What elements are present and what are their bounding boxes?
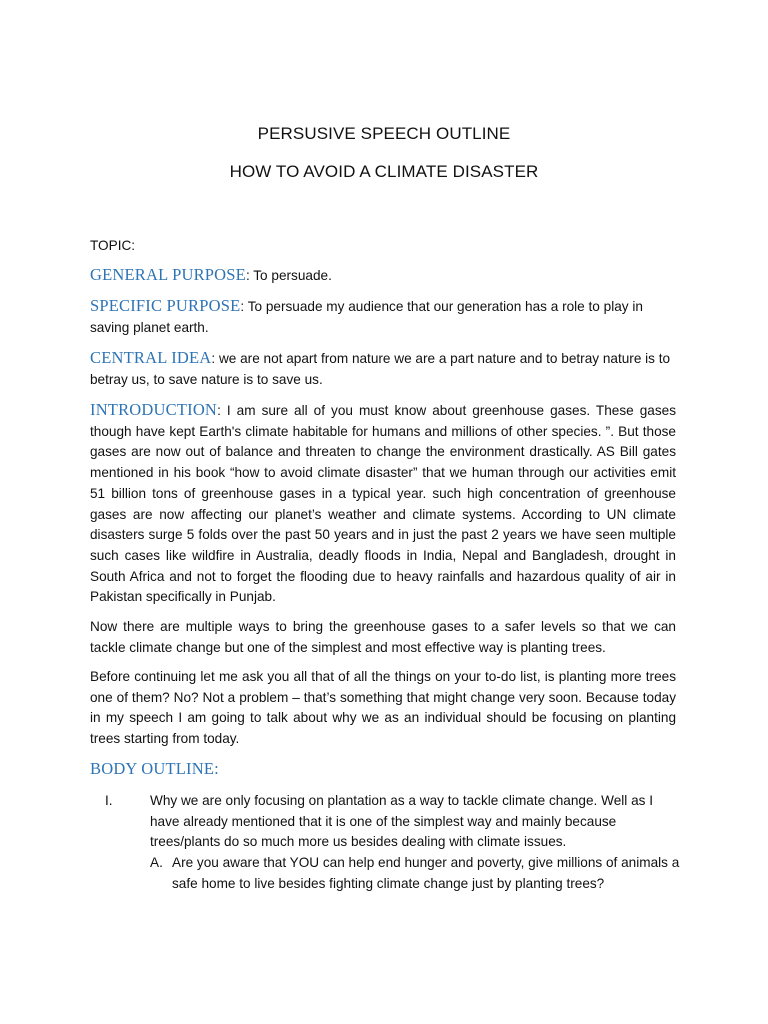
central-idea-colon: : (211, 351, 216, 366)
list-item (90, 791, 680, 895)
general-purpose-text: To persuade. (249, 268, 332, 283)
introduction-section (90, 400, 676, 608)
list-item-text: Why we are only focusing on plantation as a way to tackle climate change. Well as I have already mentioned that it is one of the simplest way and mainly because trees/plants do so much more us besides dealing with climate issues. (150, 793, 653, 850)
sub-list-item (150, 853, 680, 894)
body-outline-heading: BODY OUTLINE (90, 759, 215, 778)
introduction-heading: INTRODUCTION (90, 400, 218, 419)
specific-purpose-colon: : (240, 299, 245, 314)
general-purpose-colon: : (245, 268, 250, 283)
list-marker-alpha: A. (150, 855, 163, 871)
central-idea-text: we are not apart from nature we are a part nature and to betray nature is to betray us, to save nature is to save us. (90, 351, 671, 387)
central-idea-section (90, 348, 676, 390)
body-outline-list (90, 791, 680, 895)
specific-purpose-text: To persuade my audience that our generation has a role to play in saving planet earth. (90, 299, 643, 335)
specific-purpose-section (90, 296, 676, 338)
introduction-colon: : (217, 403, 221, 418)
general-purpose-section (90, 265, 676, 287)
paragraph-todo-list: Before continuing let me ask you all that of all the things on your to-do list, is planting more trees one of them? No? Not a problem – that’s something that might change very soon. Because today in my speech I am going to talk about why we as an individual should be focusing on planting trees starting from today. (90, 669, 676, 747)
paragraph-planting-trees: Now there are multiple ways to bring the greenhouse gases to a safer levels so that we can tackle climate change but one of the simplest and most effective way is planting trees. (90, 619, 676, 655)
sub-list-item-text: Are you aware that YOU can help end hunger and poverty, give millions of animals a safe home to live besides fighting climate change just by planting trees? (172, 855, 680, 891)
body-outline-section (90, 759, 676, 781)
central-idea-heading: CENTRAL IDEA (90, 348, 212, 367)
list-marker-roman: I. (105, 793, 113, 808)
document-subtitle: HOW TO AVOID A CLIMATE DISASTER (229, 162, 539, 181)
document-title: PERSUSIVE SPEECH OUTLINE (257, 124, 511, 143)
introduction-text: I am sure all of you must know about greenhouse gases. These gases though have kept Earth's climate habitable for humans and millions of other species. ”. But those gases are now out of balance and threaten to change the environment drastically. AS Bill gates mentioned in his book “how to avoid climate disaster” that we human through our activities emit 51 billion tons of greenhouse gases in a typical year. such high concentration of greenhouse gases are now affecting our planet’s weather and climate systems. According to UN climate disasters surge 5 folds over the past 50 years and in just the past 2 years we have seen multiple such cases like wildfire in Australia, deadly floods in India, Nepal and Bangladesh, drought in South Africa and not to forget the flooding due to heavy rainfalls and hazardous quality of air in Pakistan specifically in Punjab. (90, 403, 676, 605)
specific-purpose-heading: SPECIFIC PURPOSE (90, 296, 241, 315)
general-purpose-heading: GENERAL PURPOSE (90, 265, 246, 284)
topic-label: TOPIC: (90, 238, 136, 253)
body-outline-colon: : (214, 759, 219, 778)
